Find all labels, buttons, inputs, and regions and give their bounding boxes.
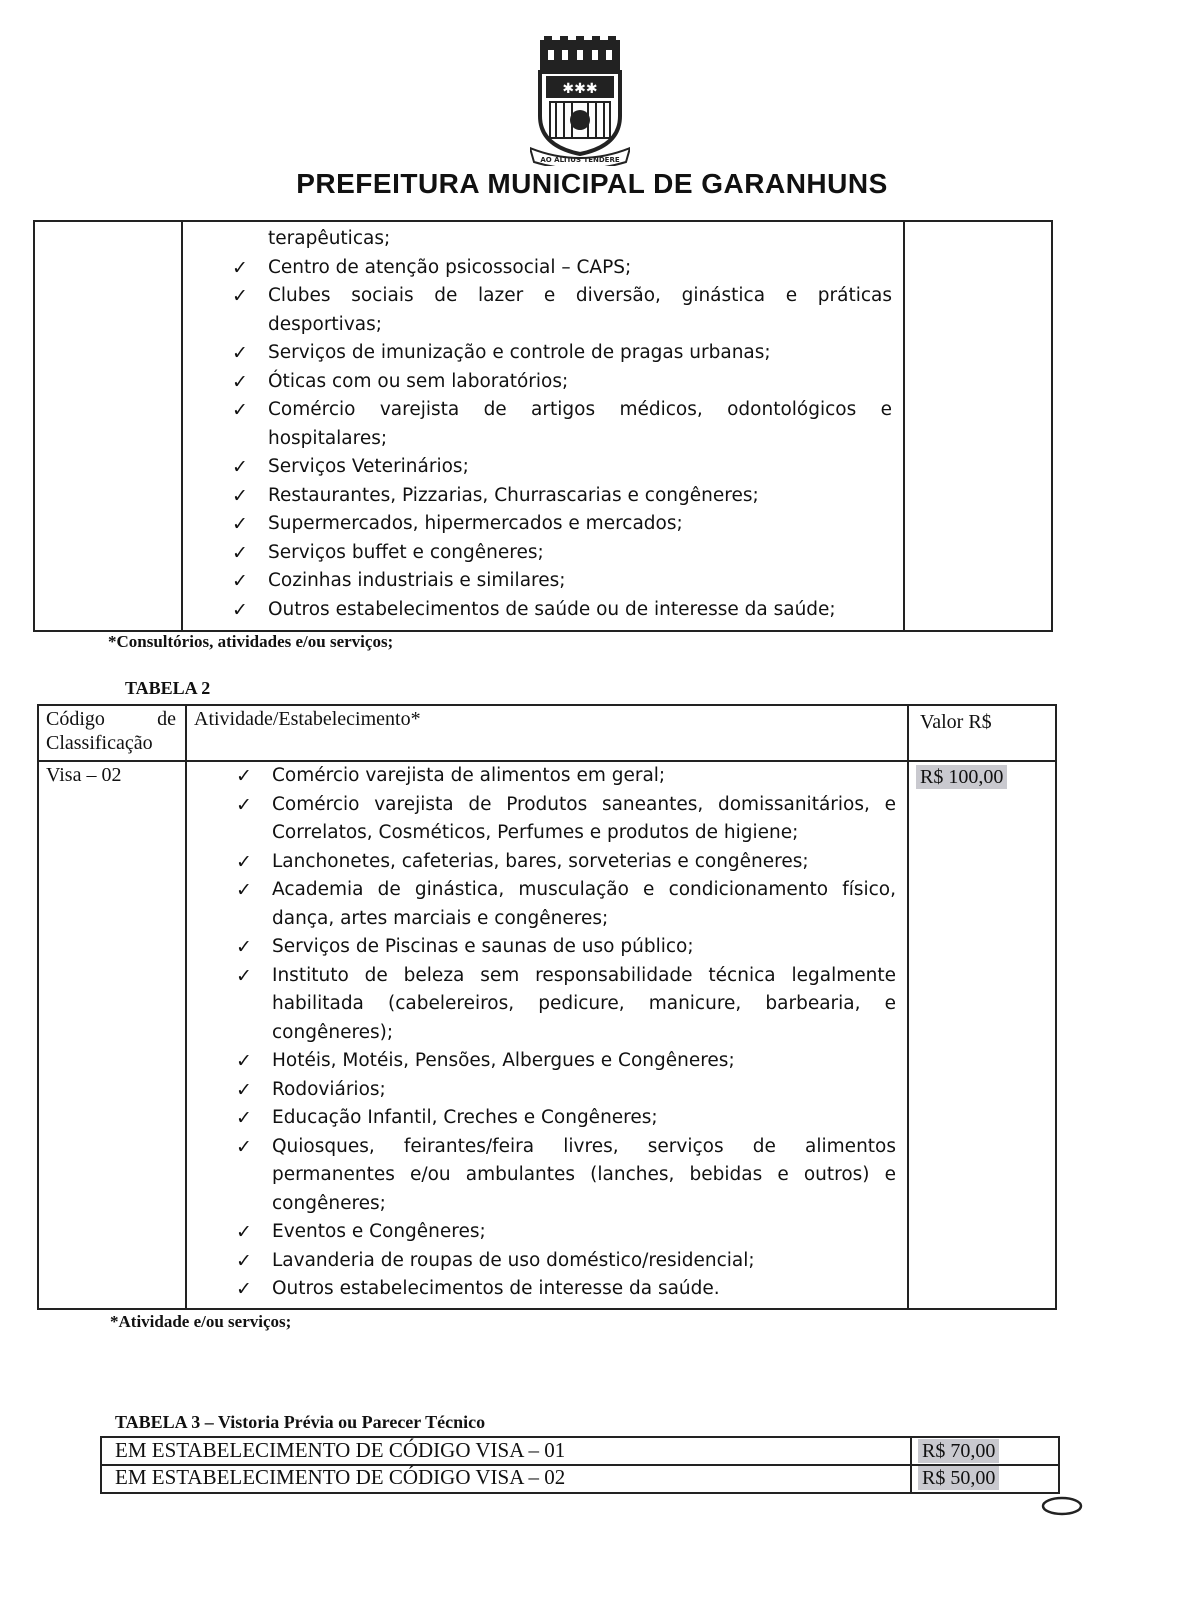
check-icon: ✓ xyxy=(232,342,248,364)
table2-header-code: Código de Classificação xyxy=(46,708,176,754)
list-item: ✓ Outros estabelecimentos de interesse da saúde. xyxy=(236,1275,896,1304)
table2-header-value: Valor R$ xyxy=(920,711,992,733)
check-icon: ✓ xyxy=(236,1221,252,1243)
check-icon: ✓ xyxy=(236,879,252,901)
list-item: ✓ Serviços de Piscinas e saunas de uso público; xyxy=(236,933,896,962)
list-item: ✓ Supermercados, hipermercados e mercados; xyxy=(232,510,892,539)
list-item: ✓ Serviços Veterinários; xyxy=(232,453,892,482)
check-icon: ✓ xyxy=(236,1050,252,1072)
check-icon: ✓ xyxy=(236,936,252,958)
list-item: ✓ Comércio varejista de artigos médicos, odontológicos e hospitalares; xyxy=(232,396,892,453)
table2-header-activity: Atividade/Estabelecimento* xyxy=(194,708,421,730)
table3-row-price: R$ 50,00 xyxy=(918,1466,999,1490)
table1-footnote: *Consultórios, atividades e/ou serviços; xyxy=(108,632,394,651)
check-icon: ✓ xyxy=(232,598,248,621)
list-item: ✓ Outros estabelecimentos de saúde ou de interesse da saúde; xyxy=(232,596,892,625)
list-item: ✓ Academia de ginástica, musculação e condicionamento físico, dança, artes marciais e congêneres; xyxy=(236,876,896,933)
list-item: ✓ Comércio varejista de Produtos saneantes, domissanitários, e Correlatos, Cosméticos, Perfumes e produtos de higiene; xyxy=(236,791,896,848)
table2-code: Visa – 02 xyxy=(46,764,122,786)
list-item: ✓ Comércio varejista de alimentos em geral; xyxy=(236,762,896,791)
check-icon: ✓ xyxy=(232,370,248,393)
check-icon: ✓ xyxy=(236,1135,252,1158)
list-item: ✓ Lanchonetes, cafeterias, bares, sorveterias e congêneres; xyxy=(236,848,896,877)
table2-activity-list xyxy=(236,762,896,1304)
list-item: ✓ Serviços buffet e congêneres; xyxy=(232,539,892,568)
check-icon: ✓ xyxy=(232,456,248,478)
check-icon: ✓ xyxy=(232,256,248,279)
list-item: ✓ Cozinhas industriais e similares; xyxy=(232,567,892,596)
table3-row-label: EM ESTABELECIMENTO DE CÓDIGO VISA – 01 xyxy=(115,1438,566,1462)
list-item: ✓ Rodoviários; xyxy=(236,1076,896,1105)
list-item: ✓ Hotéis, Motéis, Pensões, Albergues e Congêneres; xyxy=(236,1047,896,1076)
list-item: ✓ Lavanderia de roupas de uso doméstico/residencial; xyxy=(236,1247,896,1276)
check-icon: ✓ xyxy=(232,285,248,307)
list-item: ✓ Educação Infantil, Creches e Congêneres; xyxy=(236,1104,896,1133)
check-icon: ✓ xyxy=(236,1249,252,1272)
check-icon: ✓ xyxy=(232,541,248,564)
check-icon: ✓ xyxy=(236,964,252,987)
check-icon: ✓ xyxy=(236,765,252,787)
check-icon: ✓ xyxy=(236,1107,252,1129)
check-icon: ✓ xyxy=(232,399,248,421)
table1-activity-list xyxy=(232,225,892,624)
check-icon: ✓ xyxy=(232,570,248,592)
list-item: terapêuticas; xyxy=(268,228,391,249)
check-icon: ✓ xyxy=(236,1278,252,1300)
table3-row-label: EM ESTABELECIMENTO DE CÓDIGO VISA – 02 xyxy=(115,1465,566,1489)
table2-price: R$ 100,00 xyxy=(916,765,1007,789)
municipal-crest-icon xyxy=(530,36,630,166)
table2-caption: TABELA 2 xyxy=(125,678,211,698)
list-item: ✓ Restaurantes, Pizzarias, Churrascarias e congêneres; xyxy=(232,482,892,511)
list-item: ✓ Serviços de imunização e controle de pragas urbanas; xyxy=(232,339,892,368)
table2-footnote: *Atividade e/ou serviços; xyxy=(110,1312,292,1331)
list-item: ✓ Quiosques, feirantes/feira livres, serviços de alimentos permanentes e/ou ambulantes (lanches, bebidas e outros) e congêneres; xyxy=(236,1133,896,1219)
list-item: ✓ Eventos e Congêneres; xyxy=(236,1218,896,1247)
check-icon: ✓ xyxy=(236,850,252,873)
crest-motto: AO ALTIUS TENDERE xyxy=(540,156,620,164)
svg-text:✱✱✱: ✱✱✱ xyxy=(562,81,598,97)
check-icon: ✓ xyxy=(232,513,248,535)
check-icon: ✓ xyxy=(236,1078,252,1101)
list-item: ✓ Centro de atenção psicossocial – CAPS; xyxy=(232,254,892,283)
check-icon: ✓ xyxy=(236,793,252,816)
page-mark-icon xyxy=(1040,1494,1084,1518)
table3-row-price: R$ 70,00 xyxy=(918,1439,999,1463)
list-item: ✓ Instituto de beleza sem responsabilidade técnica legalmente habilitada (cabelereiros, pedicure, manicure, barbearia, e congêneres); xyxy=(236,962,896,1048)
check-icon: ✓ xyxy=(232,484,248,507)
table3-caption: TABELA 3 – Vistoria Prévia ou Parecer Técnico xyxy=(115,1412,486,1432)
list-item: ✓ Clubes sociais de lazer e diversão, ginástica e práticas desportivas; xyxy=(232,282,892,339)
page-title: PREFEITURA MUNICIPAL DE GARANHUNS xyxy=(296,168,888,199)
list-item: ✓ Óticas com ou sem laboratórios; xyxy=(232,368,892,397)
